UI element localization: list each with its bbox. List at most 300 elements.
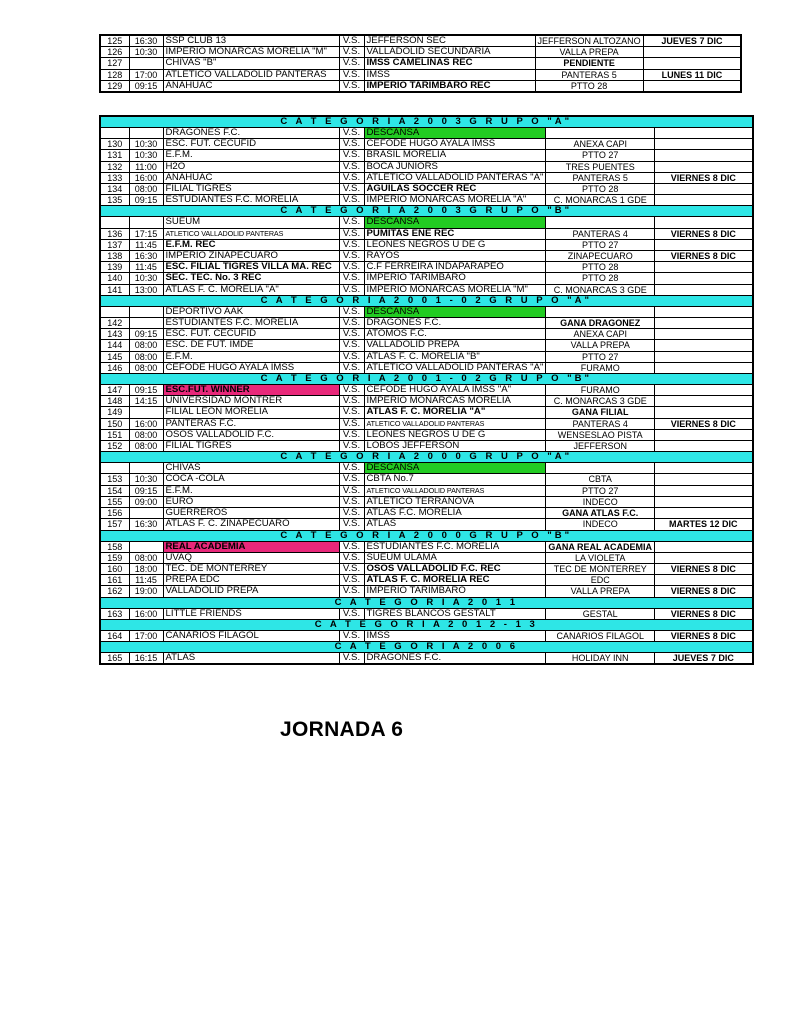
match-row bbox=[100, 351, 753, 362]
match-time: 09:15 bbox=[129, 485, 163, 496]
match-date bbox=[655, 306, 753, 317]
match-date bbox=[655, 150, 753, 161]
match-date bbox=[655, 385, 753, 396]
match-time bbox=[129, 541, 163, 552]
versus-label: V.S. bbox=[339, 172, 364, 183]
match-date: VIERNES 8 DIC bbox=[655, 418, 753, 429]
venue: PANTERAS 5 bbox=[535, 69, 643, 80]
versus-label: V.S. bbox=[339, 340, 364, 351]
match-row bbox=[100, 407, 753, 418]
category-header bbox=[100, 619, 753, 630]
home-team: FILIAL TIGRES bbox=[163, 184, 339, 195]
match-time bbox=[129, 217, 163, 228]
match-number: 163 bbox=[100, 608, 129, 619]
match-row bbox=[100, 563, 753, 574]
category-header bbox=[100, 641, 753, 652]
away-team: IMSS CAMELINAS REC bbox=[364, 58, 535, 69]
match-date bbox=[643, 47, 741, 58]
match-time: 16:30 bbox=[129, 251, 163, 262]
match-date bbox=[655, 407, 753, 418]
home-team: ATLETICO VALLADOLID PANTERAS bbox=[163, 228, 339, 239]
versus-label: V.S. bbox=[339, 35, 364, 47]
home-team: GUERREROS bbox=[163, 508, 339, 519]
match-number: 129 bbox=[100, 80, 129, 92]
match-time: 08:00 bbox=[129, 441, 163, 452]
match-number: 145 bbox=[100, 351, 129, 362]
match-number: 143 bbox=[100, 329, 129, 340]
versus-label: V.S. bbox=[339, 69, 364, 80]
match-time bbox=[129, 58, 163, 69]
versus-label: V.S. bbox=[339, 575, 364, 586]
match-row bbox=[100, 552, 753, 563]
match-row bbox=[100, 161, 753, 172]
home-team: ATLAS F. C. MORELIA "A" bbox=[163, 284, 339, 295]
match-number: 160 bbox=[100, 563, 129, 574]
match-number: 144 bbox=[100, 340, 129, 351]
home-team: ESC. FUT. CECUFID bbox=[163, 139, 339, 150]
match-date: VIERNES 8 DIC bbox=[655, 586, 753, 597]
match-time: 17:00 bbox=[129, 69, 163, 80]
home-team: ATLAS bbox=[163, 652, 339, 664]
match-row bbox=[100, 396, 753, 407]
match-date bbox=[655, 161, 753, 172]
match-row bbox=[100, 251, 753, 262]
match-number: 151 bbox=[100, 429, 129, 440]
match-number: 134 bbox=[100, 184, 129, 195]
match-row bbox=[100, 463, 753, 474]
versus-label: V.S. bbox=[339, 47, 364, 58]
match-time: 10:30 bbox=[129, 47, 163, 58]
versus-label: V.S. bbox=[339, 385, 364, 396]
category-header bbox=[100, 530, 753, 541]
match-time: 11:45 bbox=[129, 239, 163, 250]
home-team: ATLETICO VALLADOLID PANTERAS bbox=[163, 69, 339, 80]
match-row bbox=[100, 306, 753, 317]
home-team: ESC.FUT. WINNER bbox=[163, 385, 339, 396]
venue: EDC bbox=[546, 575, 655, 586]
home-team: REAL ACADEMIA bbox=[163, 541, 339, 552]
match-date: VIERNES 8 DIC bbox=[655, 251, 753, 262]
match-number: 155 bbox=[100, 496, 129, 507]
venue: ANEXA CAPI bbox=[546, 139, 655, 150]
away-team: IMPERIO MONARCAS MORELIA bbox=[364, 396, 546, 407]
match-number: 157 bbox=[100, 519, 129, 530]
match-time: 11:00 bbox=[129, 161, 163, 172]
away-team: BRASIL MORELIA bbox=[364, 150, 546, 161]
match-time: 08:00 bbox=[129, 362, 163, 373]
home-team: DRAGONES F.C. bbox=[163, 128, 339, 139]
match-number: 159 bbox=[100, 552, 129, 563]
venue: WENSESLAO PISTA bbox=[546, 429, 655, 440]
match-row bbox=[100, 441, 753, 452]
home-team: SEC. TEC. No. 3 REC bbox=[163, 273, 339, 284]
versus-label: V.S. bbox=[339, 418, 364, 429]
match-date bbox=[655, 239, 753, 250]
venue: VALLA PREPA bbox=[546, 586, 655, 597]
match-number: 130 bbox=[100, 139, 129, 150]
venue: PTTO 27 bbox=[546, 239, 655, 250]
away-team: OSOS VALLADOLID F.C. REC bbox=[364, 563, 546, 574]
venue: PTTO 27 bbox=[546, 150, 655, 161]
match-row bbox=[100, 340, 753, 351]
venue: TRES PUENTES bbox=[546, 161, 655, 172]
home-team: ANAHUAC bbox=[163, 172, 339, 183]
category-title: C A T E G O R I A 2 0 1 1 bbox=[100, 597, 753, 608]
versus-label: V.S. bbox=[339, 306, 364, 317]
home-team: LITTLE FRIENDS bbox=[163, 608, 339, 619]
away-team: CEFODE HUGO AYALA IMSS "A" bbox=[364, 385, 546, 396]
match-time bbox=[129, 463, 163, 474]
match-date bbox=[655, 318, 753, 329]
away-team: DESCANSA bbox=[364, 463, 546, 474]
match-time: 08:00 bbox=[129, 552, 163, 563]
versus-label: V.S. bbox=[339, 195, 364, 206]
versus-label: V.S. bbox=[339, 463, 364, 474]
venue: HOLIDAY INN bbox=[546, 652, 655, 664]
match-time: 16:15 bbox=[129, 652, 163, 664]
versus-label: V.S. bbox=[339, 396, 364, 407]
match-row bbox=[100, 575, 753, 586]
match-time bbox=[129, 306, 163, 317]
match-time: 17:15 bbox=[129, 228, 163, 239]
away-team: ATLETICO VALLADOLID PANTERAS "A" bbox=[364, 362, 546, 373]
match-number: 140 bbox=[100, 273, 129, 284]
versus-label: V.S. bbox=[339, 496, 364, 507]
match-row bbox=[100, 318, 753, 329]
match-number: 139 bbox=[100, 262, 129, 273]
match-date bbox=[655, 429, 753, 440]
match-date bbox=[655, 485, 753, 496]
category-title: C A T E G O R I A 2 0 0 3 G R U P O "B" bbox=[100, 206, 753, 217]
versus-label: V.S. bbox=[339, 273, 364, 284]
match-date bbox=[655, 128, 753, 139]
away-team: VALLADOLID SECUNDARIA bbox=[364, 47, 535, 58]
home-team: EURO bbox=[163, 496, 339, 507]
match-date: VIERNES 8 DIC bbox=[655, 608, 753, 619]
versus-label: V.S. bbox=[339, 150, 364, 161]
schedule-table-top bbox=[99, 34, 742, 93]
category-title: C A T E G O R I A 2 0 0 0 G R U P O "A" bbox=[100, 452, 753, 463]
match-time: 09:15 bbox=[129, 80, 163, 92]
match-number: 132 bbox=[100, 161, 129, 172]
match-date bbox=[655, 474, 753, 485]
match-row bbox=[100, 429, 753, 440]
home-team: CEFODE HUGO AYALA IMSS bbox=[163, 362, 339, 373]
home-team: H2O bbox=[163, 161, 339, 172]
match-date bbox=[655, 541, 753, 552]
versus-label: V.S. bbox=[339, 563, 364, 574]
venue: ZINAPECUARO bbox=[546, 251, 655, 262]
home-team: SUEUM bbox=[163, 217, 339, 228]
away-team: JEFFERSON SEC bbox=[364, 35, 535, 47]
away-team: IMSS bbox=[364, 630, 546, 641]
match-number: 150 bbox=[100, 418, 129, 429]
home-team: CANARIOS FILAGOL bbox=[163, 630, 339, 641]
match-date bbox=[655, 195, 753, 206]
match-time bbox=[129, 128, 163, 139]
match-time: 08:00 bbox=[129, 340, 163, 351]
category-title: C A T E G O R I A 2 0 1 2 - 1 3 bbox=[100, 619, 753, 630]
match-time: 14:15 bbox=[129, 396, 163, 407]
match-number: 161 bbox=[100, 575, 129, 586]
match-number: 164 bbox=[100, 630, 129, 641]
venue: ANEXA CAPI bbox=[546, 329, 655, 340]
away-team: IMPERIO MONARCAS MORELIA "M" bbox=[364, 284, 546, 295]
match-row bbox=[100, 58, 741, 69]
match-row bbox=[100, 608, 753, 619]
venue: PTTO 27 bbox=[546, 351, 655, 362]
match-row bbox=[100, 47, 741, 58]
match-date: VIERNES 8 DIC bbox=[655, 228, 753, 239]
match-number: 156 bbox=[100, 508, 129, 519]
match-date: VIERNES 8 DIC bbox=[655, 630, 753, 641]
match-date bbox=[655, 351, 753, 362]
schedule-main-body bbox=[100, 116, 753, 664]
away-team: PUMITAS ENE REC bbox=[364, 228, 546, 239]
category-header bbox=[100, 452, 753, 463]
match-row bbox=[100, 385, 753, 396]
versus-label: V.S. bbox=[339, 407, 364, 418]
match-number bbox=[100, 128, 129, 139]
away-team: DESCANSA bbox=[364, 217, 546, 228]
home-team: UVAQ bbox=[163, 552, 339, 563]
away-team: ATLETICO VALLADOLID PANTERAS "A" bbox=[364, 172, 546, 183]
away-team: CEFODE HUGO AYALA IMSS bbox=[364, 139, 546, 150]
venue: LA VIOLETA bbox=[546, 552, 655, 563]
venue: PTTO 28 bbox=[546, 273, 655, 284]
home-team: ESC. FILIAL TIGRES VILLA MA. REC bbox=[163, 262, 339, 273]
match-date bbox=[655, 340, 753, 351]
match-time bbox=[129, 407, 163, 418]
versus-label: V.S. bbox=[339, 508, 364, 519]
home-team: ESTUDIANTES F.C. MORELIA bbox=[163, 318, 339, 329]
category-title: C A T E G O R I A 2 0 0 0 G R U P O "B" bbox=[100, 530, 753, 541]
match-date: VIERNES 8 DIC bbox=[655, 563, 753, 574]
match-row bbox=[100, 329, 753, 340]
away-team: SUEUM ULAMA bbox=[364, 552, 546, 563]
match-date bbox=[655, 217, 753, 228]
match-date bbox=[655, 463, 753, 474]
home-team: FILIAL LEON MORELIA bbox=[163, 407, 339, 418]
away-team: ATLAS F. C. MORELIA "B" bbox=[364, 351, 546, 362]
match-date bbox=[655, 139, 753, 150]
match-time: 18:00 bbox=[129, 563, 163, 574]
home-team: ESTUDIANTES F.C. MORELIA bbox=[163, 195, 339, 206]
match-date: VIERNES 8 DIC bbox=[655, 172, 753, 183]
match-row bbox=[100, 652, 753, 664]
away-team: IMPERIO TARIMBARO bbox=[364, 586, 546, 597]
match-number: 125 bbox=[100, 35, 129, 47]
venue: C. MONARCAS 3 GDE bbox=[546, 284, 655, 295]
home-team: CHIVAS bbox=[163, 463, 339, 474]
venue bbox=[546, 128, 655, 139]
venue: PANTERAS 4 bbox=[546, 418, 655, 429]
match-number: 165 bbox=[100, 652, 129, 664]
home-team: IMPERIO ZINAPECUARO bbox=[163, 251, 339, 262]
away-team: DESCANSA bbox=[364, 128, 546, 139]
venue: PTTO 28 bbox=[546, 184, 655, 195]
match-row bbox=[100, 139, 753, 150]
versus-label: V.S. bbox=[339, 441, 364, 452]
match-row bbox=[100, 239, 753, 250]
venue: VALLA PREPA bbox=[546, 340, 655, 351]
match-time: 17:00 bbox=[129, 630, 163, 641]
home-team: FILIAL TIGRES bbox=[163, 441, 339, 452]
versus-label: V.S. bbox=[339, 239, 364, 250]
away-team: C.F FERREIRA INDAPARAPEO bbox=[364, 262, 546, 273]
venue bbox=[546, 306, 655, 317]
versus-label: V.S. bbox=[339, 80, 364, 92]
venue: C. MONARCAS 1 GDE bbox=[546, 195, 655, 206]
versus-label: V.S. bbox=[339, 284, 364, 295]
venue bbox=[546, 463, 655, 474]
match-number: 152 bbox=[100, 441, 129, 452]
category-header bbox=[100, 374, 753, 385]
venue: PANTERAS 4 bbox=[546, 228, 655, 239]
away-team: DESCANSA bbox=[364, 306, 546, 317]
venue: PTTO 27 bbox=[546, 485, 655, 496]
match-time bbox=[129, 318, 163, 329]
home-team: PREPA EDC bbox=[163, 575, 339, 586]
match-date bbox=[655, 441, 753, 452]
match-time: 08:00 bbox=[129, 429, 163, 440]
home-team: ANAHUAC bbox=[163, 80, 339, 92]
away-team: LOBOS JEFFERSON bbox=[364, 441, 546, 452]
match-number: 154 bbox=[100, 485, 129, 496]
match-row bbox=[100, 474, 753, 485]
venue: C. MONARCAS 3 GDE bbox=[546, 396, 655, 407]
venue: GANA REAL ACADEMIA bbox=[546, 541, 655, 552]
versus-label: V.S. bbox=[339, 429, 364, 440]
match-time: 16:00 bbox=[129, 172, 163, 183]
away-team: IMPERIO TARIMBARO bbox=[364, 273, 546, 284]
away-team: DRAGONES F.C. bbox=[364, 318, 546, 329]
home-team: ESC. FUT. CECUFID bbox=[163, 329, 339, 340]
venue: CANARIOS FILAGOL bbox=[546, 630, 655, 641]
versus-label: V.S. bbox=[339, 485, 364, 496]
home-team: CHIVAS "B" bbox=[163, 58, 339, 69]
versus-label: V.S. bbox=[339, 652, 364, 664]
away-team: IMPERIO TARIMBARO REC bbox=[364, 80, 535, 92]
match-time: 09:15 bbox=[129, 195, 163, 206]
away-team: IMSS bbox=[364, 69, 535, 80]
versus-label: V.S. bbox=[339, 184, 364, 195]
match-row bbox=[100, 69, 741, 80]
away-team: ATLETICO VALLADOLID PANTERAS bbox=[364, 485, 546, 496]
versus-label: V.S. bbox=[339, 630, 364, 641]
away-team: ATLAS bbox=[364, 519, 546, 530]
away-team: ATLAS F. C. MORELIA "A" bbox=[364, 407, 546, 418]
match-number: 135 bbox=[100, 195, 129, 206]
home-team: SSP CLUB 13 bbox=[163, 35, 339, 47]
match-number: 142 bbox=[100, 318, 129, 329]
match-number: 146 bbox=[100, 362, 129, 373]
away-team: AGUILAS SOCCER REC bbox=[364, 184, 546, 195]
versus-label: V.S. bbox=[339, 351, 364, 362]
home-team: E.F.M. bbox=[163, 150, 339, 161]
venue: JEFFERSON ALTOZANO bbox=[535, 35, 643, 47]
away-team: CBTA No.7 bbox=[364, 474, 546, 485]
match-number: 127 bbox=[100, 58, 129, 69]
versus-label: V.S. bbox=[339, 541, 364, 552]
home-team: UNIVERSIDAD MONTRER bbox=[163, 396, 339, 407]
match-time: 11:45 bbox=[129, 262, 163, 273]
match-time bbox=[129, 508, 163, 519]
match-row bbox=[100, 541, 753, 552]
versus-label: V.S. bbox=[339, 228, 364, 239]
category-header bbox=[100, 295, 753, 306]
match-date bbox=[655, 184, 753, 195]
away-team: LEONES NEGROS U DE G bbox=[364, 429, 546, 440]
match-number: 149 bbox=[100, 407, 129, 418]
venue: PTTO 28 bbox=[546, 262, 655, 273]
match-row bbox=[100, 195, 753, 206]
match-row bbox=[100, 262, 753, 273]
home-team: TEC. DE MONTERREY bbox=[163, 563, 339, 574]
match-time: 11:45 bbox=[129, 575, 163, 586]
match-date bbox=[655, 262, 753, 273]
away-team: ESTUDIANTES F.C. MORELIA bbox=[364, 541, 546, 552]
match-row bbox=[100, 508, 753, 519]
away-team: BOCA JUNIORS bbox=[364, 161, 546, 172]
match-row bbox=[100, 128, 753, 139]
match-row bbox=[100, 284, 753, 295]
versus-label: V.S. bbox=[339, 329, 364, 340]
category-title: C A T E G O R I A 2 0 0 3 G R U P O "A" bbox=[100, 116, 753, 128]
home-team: E.F.M. REC bbox=[163, 239, 339, 250]
venue bbox=[546, 217, 655, 228]
venue: FURAMO bbox=[546, 385, 655, 396]
match-time: 16:30 bbox=[129, 35, 163, 47]
match-row bbox=[100, 217, 753, 228]
match-time: 09:00 bbox=[129, 496, 163, 507]
match-number: 136 bbox=[100, 228, 129, 239]
match-number: 137 bbox=[100, 239, 129, 250]
match-number: 148 bbox=[100, 396, 129, 407]
home-team: E.F.M. bbox=[163, 485, 339, 496]
versus-label: V.S. bbox=[339, 58, 364, 69]
away-team: IMPERIO MONARCAS MORELIA "A" bbox=[364, 195, 546, 206]
match-date: MARTES 12 DIC bbox=[655, 519, 753, 530]
versus-label: V.S. bbox=[339, 519, 364, 530]
match-row bbox=[100, 184, 753, 195]
match-row bbox=[100, 630, 753, 641]
versus-label: V.S. bbox=[339, 586, 364, 597]
venue: JEFFERSON bbox=[546, 441, 655, 452]
versus-label: V.S. bbox=[339, 318, 364, 329]
home-team: IMPERIO MONARCAS MORELIA "M" bbox=[163, 47, 339, 58]
venue: PANTERAS 5 bbox=[546, 172, 655, 183]
venue: INDECO bbox=[546, 519, 655, 530]
match-row bbox=[100, 228, 753, 239]
away-team: ATLAS F.C. MORELIA bbox=[364, 508, 546, 519]
home-team: PANTERAS F.C. bbox=[163, 418, 339, 429]
match-date bbox=[655, 508, 753, 519]
home-team: DEPORTIVO AAK bbox=[163, 306, 339, 317]
away-team: RAYOS bbox=[364, 251, 546, 262]
match-number: 153 bbox=[100, 474, 129, 485]
match-number bbox=[100, 306, 129, 317]
match-number: 147 bbox=[100, 385, 129, 396]
match-row bbox=[100, 273, 753, 284]
versus-label: V.S. bbox=[339, 139, 364, 150]
match-time: 09:15 bbox=[129, 329, 163, 340]
venue: VALLA PREPA bbox=[535, 47, 643, 58]
away-team: ATLETICO VALLADOLID PANTERAS bbox=[364, 418, 546, 429]
schedule-top-body bbox=[100, 35, 741, 92]
match-row bbox=[100, 586, 753, 597]
match-row bbox=[100, 80, 741, 92]
